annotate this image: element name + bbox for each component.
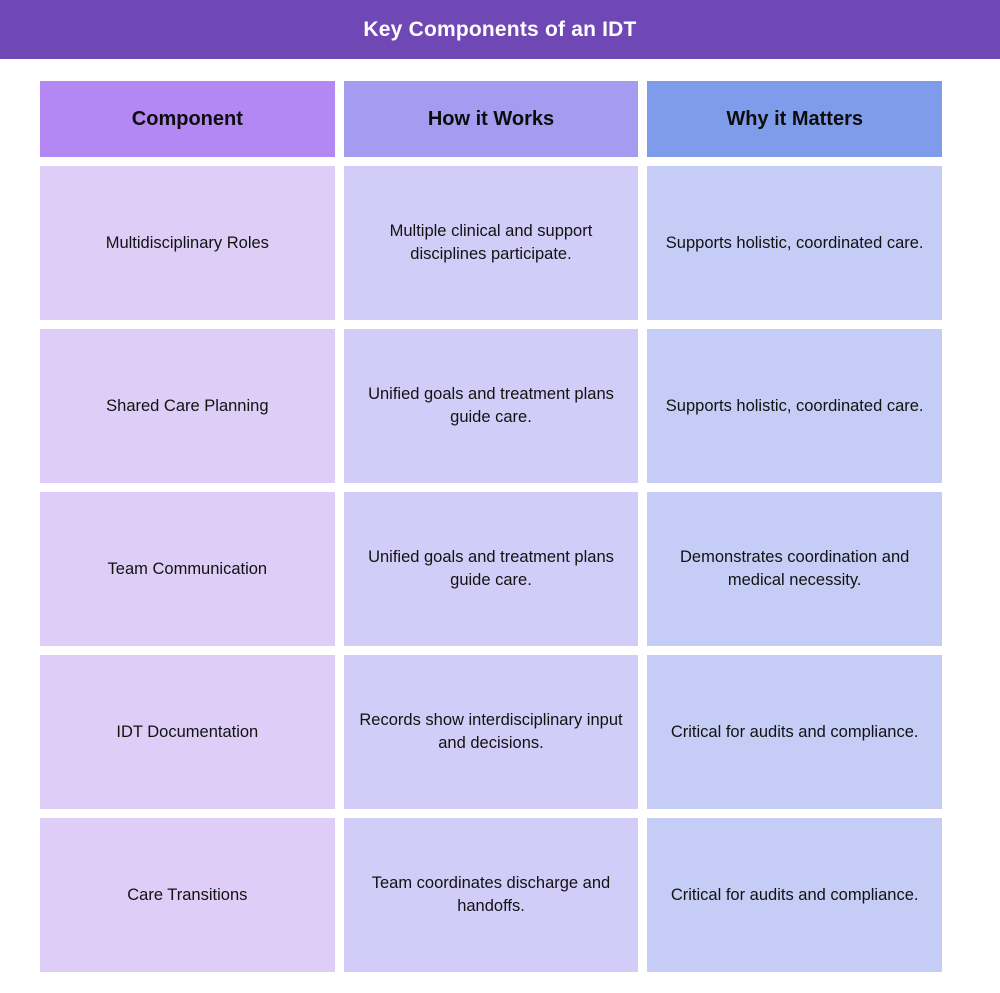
cell-component: Multidisciplinary Roles (40, 166, 335, 320)
column-header-component: Component (40, 81, 335, 157)
cell-how-it-works: Multiple clinical and support disciplines participate. (344, 166, 639, 320)
table-container (0, 59, 1000, 981)
column-header-why-it-matters: Why it Matters (647, 81, 942, 157)
components-table (31, 72, 951, 981)
cell-component: Shared Care Planning (40, 329, 335, 483)
table-row (40, 166, 942, 320)
column-header-how-it-works: How it Works (344, 81, 639, 157)
cell-how-it-works: Unified goals and treatment plans guide care. (344, 329, 639, 483)
cell-why-it-matters: Critical for audits and compliance. (647, 818, 942, 972)
page-title: Key Components of an IDT (363, 17, 637, 41)
title-bar (0, 0, 1000, 59)
cell-why-it-matters: Supports holistic, coordinated care. (647, 166, 942, 320)
table-row (40, 329, 942, 483)
cell-how-it-works: Unified goals and treatment plans guide care. (344, 492, 639, 646)
cell-component: Team Communication (40, 492, 335, 646)
cell-how-it-works: Team coordinates discharge and handoffs. (344, 818, 639, 972)
table-body (40, 166, 942, 972)
table-row (40, 492, 942, 646)
cell-why-it-matters: Demonstrates coordination and medical necessity. (647, 492, 942, 646)
table-header (40, 81, 942, 157)
cell-component: Care Transitions (40, 818, 335, 972)
cell-how-it-works: Records show interdisciplinary input and decisions. (344, 655, 639, 809)
cell-why-it-matters: Critical for audits and compliance. (647, 655, 942, 809)
cell-component: IDT Documentation (40, 655, 335, 809)
table-row (40, 818, 942, 972)
table-row (40, 655, 942, 809)
cell-why-it-matters: Supports holistic, coordinated care. (647, 329, 942, 483)
header-row (40, 81, 942, 157)
